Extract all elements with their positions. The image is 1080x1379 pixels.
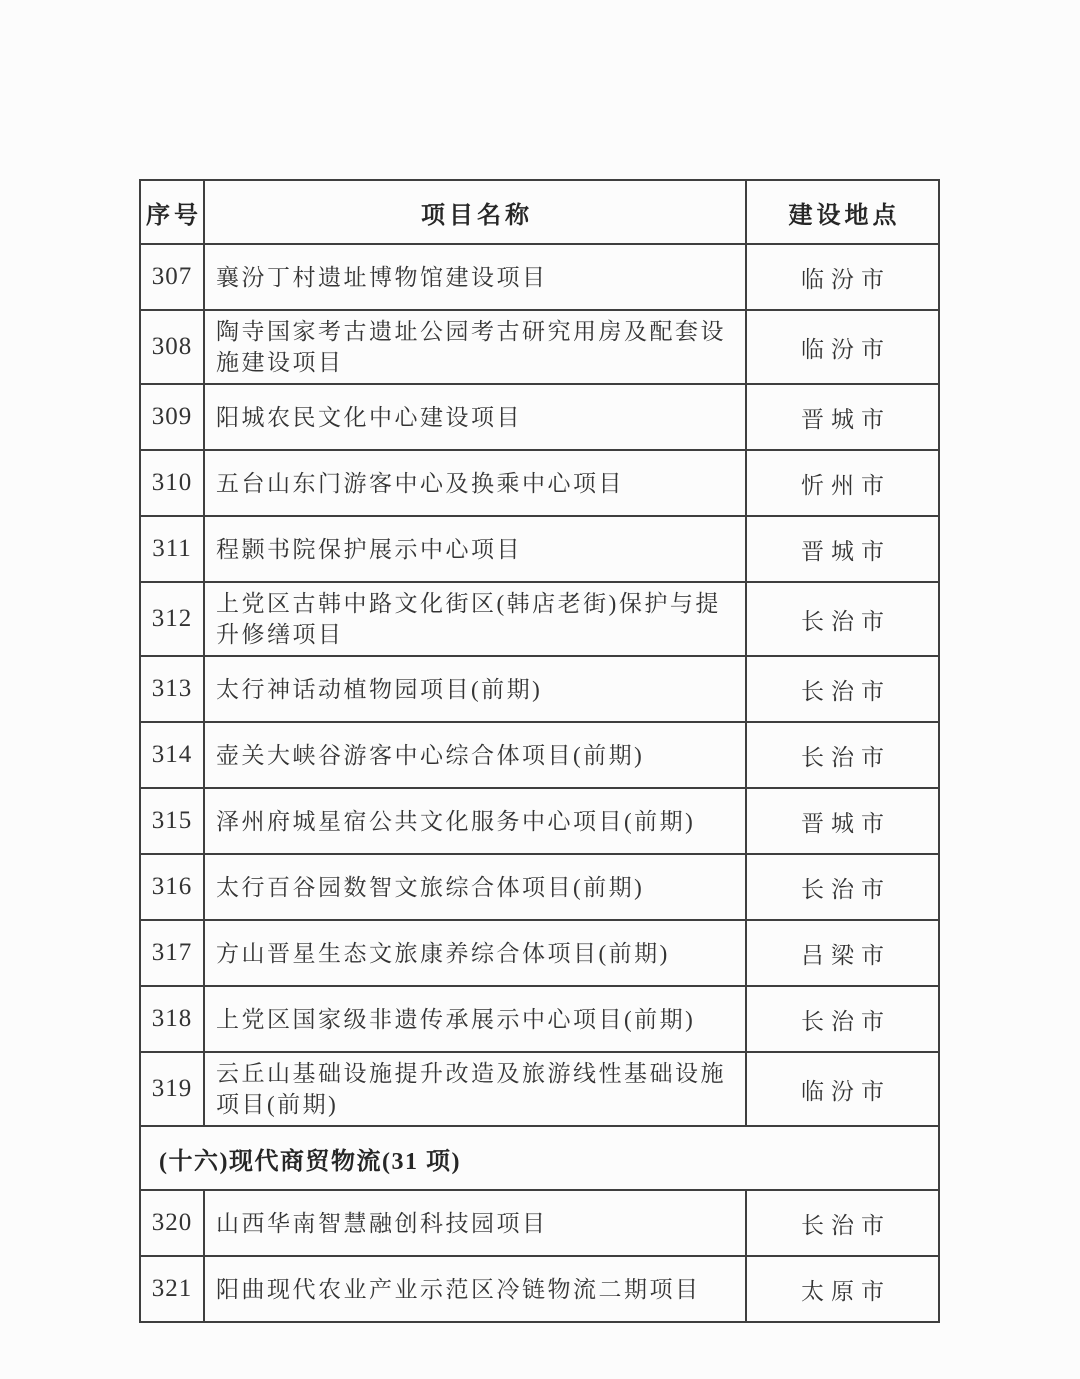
table-row [141, 311, 938, 385]
cell-location: 晋城市 [801, 810, 891, 836]
table-row [141, 583, 938, 657]
cell-project-name: 阳城农民文化中心建设项目 [205, 385, 747, 449]
table-row [141, 451, 938, 517]
cell-project-name: 程颢书院保护展示中心项目 [205, 517, 747, 581]
cell-serial: 314 [141, 723, 205, 787]
table-header-row [141, 181, 938, 245]
cell-location: 太原市 [801, 1278, 891, 1304]
cell-serial: 312 [141, 583, 205, 655]
cell-project-name: 太行百谷园数智文旅综合体项目(前期) [205, 855, 747, 919]
cell-location: 临汾市 [801, 266, 891, 292]
table-row [141, 1191, 938, 1257]
table-row [141, 855, 938, 921]
cell-project-name: 山西华南智慧融创科技园项目 [205, 1191, 747, 1255]
cell-serial: 319 [141, 1053, 205, 1125]
cell-serial: 318 [141, 987, 205, 1051]
cell-location: 长治市 [801, 678, 891, 704]
cell-project-name: 上党区国家级非遗传承展示中心项目(前期) [205, 987, 747, 1051]
table-row [141, 245, 938, 311]
cell-serial: 313 [141, 657, 205, 721]
cell-serial: 321 [141, 1257, 205, 1321]
cell-serial: 317 [141, 921, 205, 985]
cell-serial: 309 [141, 385, 205, 449]
cell-location: 忻州市 [801, 472, 891, 498]
column-header-serial-label: 序号 [146, 201, 202, 229]
cell-project-name: 太行神话动植物园项目(前期) [205, 657, 747, 721]
section-header-row [141, 1127, 938, 1191]
cell-location: 临汾市 [801, 336, 891, 362]
cell-project-name: 云丘山基础设施提升改造及旅游线性基础设施项目(前期) [205, 1053, 747, 1125]
cell-location: 晋城市 [801, 538, 891, 564]
section-header-label: (十六)现代商贸物流(31 项) [159, 1148, 461, 1175]
table-row [141, 987, 938, 1053]
header-cell-project-name [205, 181, 747, 243]
cell-project-name: 壶关大峡谷游客中心综合体项目(前期) [205, 723, 747, 787]
table-row [141, 517, 938, 583]
cell-serial: 316 [141, 855, 205, 919]
table-row [141, 657, 938, 723]
cell-project-name: 方山晋星生态文旅康养综合体项目(前期) [205, 921, 747, 985]
cell-project-name: 泽州府城星宿公共文化服务中心项目(前期) [205, 789, 747, 853]
table-row [141, 1257, 938, 1321]
cell-location: 长治市 [801, 608, 891, 634]
cell-serial: 320 [141, 1191, 205, 1255]
cell-location: 长治市 [801, 1212, 891, 1238]
table-row [141, 921, 938, 987]
cell-serial: 311 [141, 517, 205, 581]
cell-location: 晋城市 [801, 406, 891, 432]
cell-project-name: 阳曲现代农业产业示范区冷链物流二期项目 [205, 1257, 747, 1321]
cell-serial: 315 [141, 789, 205, 853]
cell-location: 长治市 [801, 876, 891, 902]
column-header-project-name-label: 项目名称 [421, 201, 533, 229]
cell-location: 吕梁市 [801, 942, 891, 968]
table-row [141, 789, 938, 855]
cell-project-name: 襄汾丁村遗址博物馆建设项目 [205, 245, 747, 309]
cell-location: 临汾市 [801, 1078, 891, 1104]
cell-location: 长治市 [801, 744, 891, 770]
header-cell-serial [141, 181, 205, 243]
projects-table [139, 179, 940, 1323]
cell-project-name: 上党区古韩中路文化街区(韩店老街)保护与提升修缮项目 [205, 583, 747, 655]
cell-project-name: 五台山东门游客中心及换乘中心项目 [205, 451, 747, 515]
cell-serial: 308 [141, 311, 205, 383]
cell-project-name: 陶寺国家考古遗址公园考古研究用房及配套设施建设项目 [205, 311, 747, 383]
header-cell-location [747, 181, 938, 243]
table-row [141, 1053, 938, 1127]
cell-serial: 310 [141, 451, 205, 515]
table-row [141, 723, 938, 789]
column-header-location-label: 建设地点 [788, 201, 901, 229]
table-row [141, 385, 938, 451]
cell-serial: 307 [141, 245, 205, 309]
cell-location: 长治市 [801, 1008, 891, 1034]
